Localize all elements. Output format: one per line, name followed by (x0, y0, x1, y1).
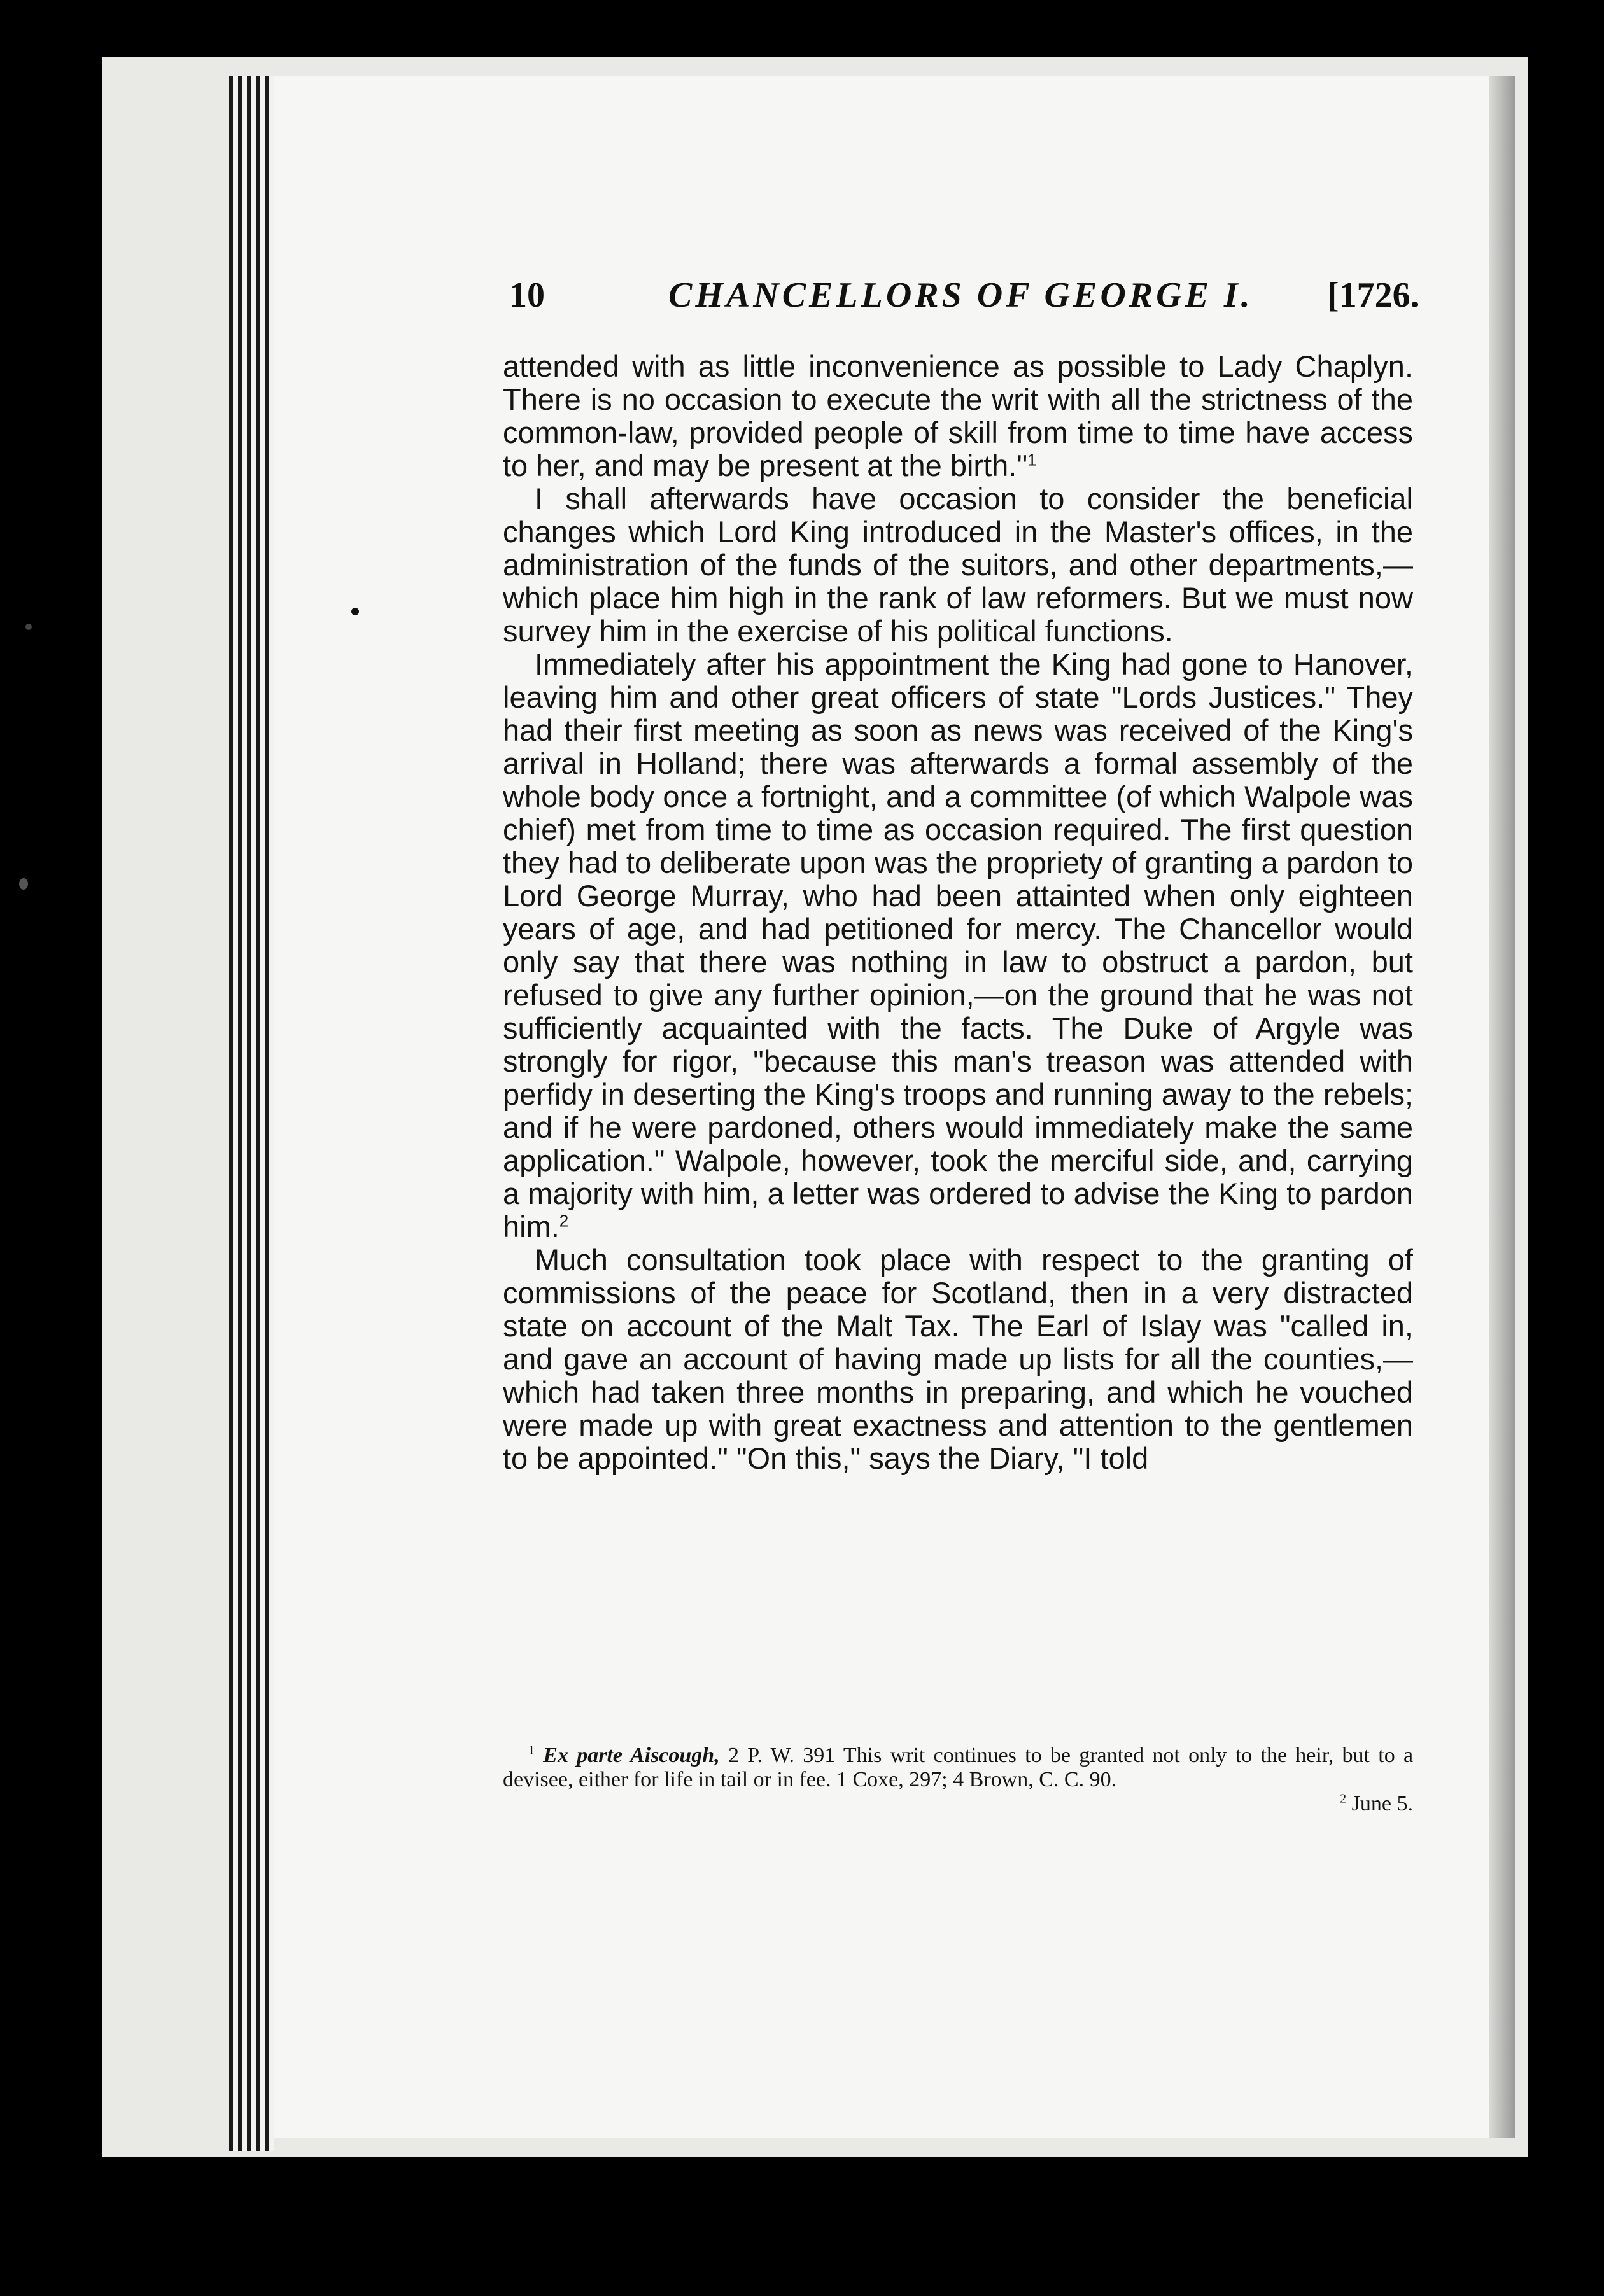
margin-speck (351, 608, 359, 615)
header-year: [1726. (1327, 276, 1419, 315)
page-number: 10 (509, 276, 545, 315)
scan-speck (25, 624, 32, 630)
paragraph-1: attended with as little inconvenience as possible to Lady Chaplyn. There is no occasion to execute the writ with all the strictness of the common-law, provided people of skill from time to time have access to her, and may be present at the birth."$^1$ (503, 349, 1413, 482)
running-title: CHANCELLORS OF GEORGE I. (668, 276, 1253, 315)
footnotes (503, 1744, 1413, 1816)
running-header (509, 275, 1426, 332)
scan-speck (19, 878, 28, 890)
page-edges (229, 76, 274, 2151)
body-text (503, 350, 1413, 1475)
page-shadow (1489, 76, 1515, 2138)
footnote-2: $^2$ June 5. (1340, 1791, 1413, 1816)
footnote-ref-1: 1 (1027, 450, 1037, 470)
paragraph-3: Immediately after his appointment the King had gone to Hanover, leaving him and other great officers of state "Lords Justices." They had their first meeting as soon as news was received of the King's arrival in Holland; there was afterwards a formal assembly of the whole body once a fortnight, and a committee (of which Walpole was chief) met from time to time as occasion required. The first question they had to deliberate upon was the propriety of granting a pardon to Lord George Murray, who had been attainted when only eighteen years of age, and had petitioned for mercy. The Chancellor would only say that there was nothing in law to obstruct a pardon, but refused to give any further opinion,—on the ground that he was not sufficiently acquainted with the facts. The Duke of Argyle was strongly for rigor, "because this man's treason was attended with perfidy in deserting the King's troops and running away to the rebels; and if he were pardoned, others would immediately make the same application." Walpole, however, took the merciful side, and, carrying a majority with him, a letter was ordered to advise the King to pardon him.$^2$ (503, 647, 1413, 1243)
footnote-ref-2: 2 (559, 1211, 569, 1231)
paragraph-2: I shall afterwards have occasion to consider the beneficial changes which Lord King introduced in the Master's offices, in the administration of the funds of the suitors, and other departments,—which place him high in the rank of law reformers. But we must now survey him in the exercise of his political functions. (503, 482, 1413, 648)
footnote-1: $^1$ Ex parte Aiscough, 2 P. W. 391 This writ continues to be granted not only to the heir, but to a devisee, either for life in tail or in fee. 1 Coxe, 297; 4 Brown, C. C. 90. (503, 1743, 1414, 1791)
paragraph-4: Much consultation took place with respect to the granting of commissions of the peace for Scotland, then in a very distracted state on account of the Malt Tax. The Earl of Islay was "called in, and gave an account of having made up lists for all the counties,—which had taken three months in preparing, and which he vouched were made up with great exactness and attention to the gentlemen to be appointed." "On this," says the Diary, "I told (503, 1243, 1413, 1475)
